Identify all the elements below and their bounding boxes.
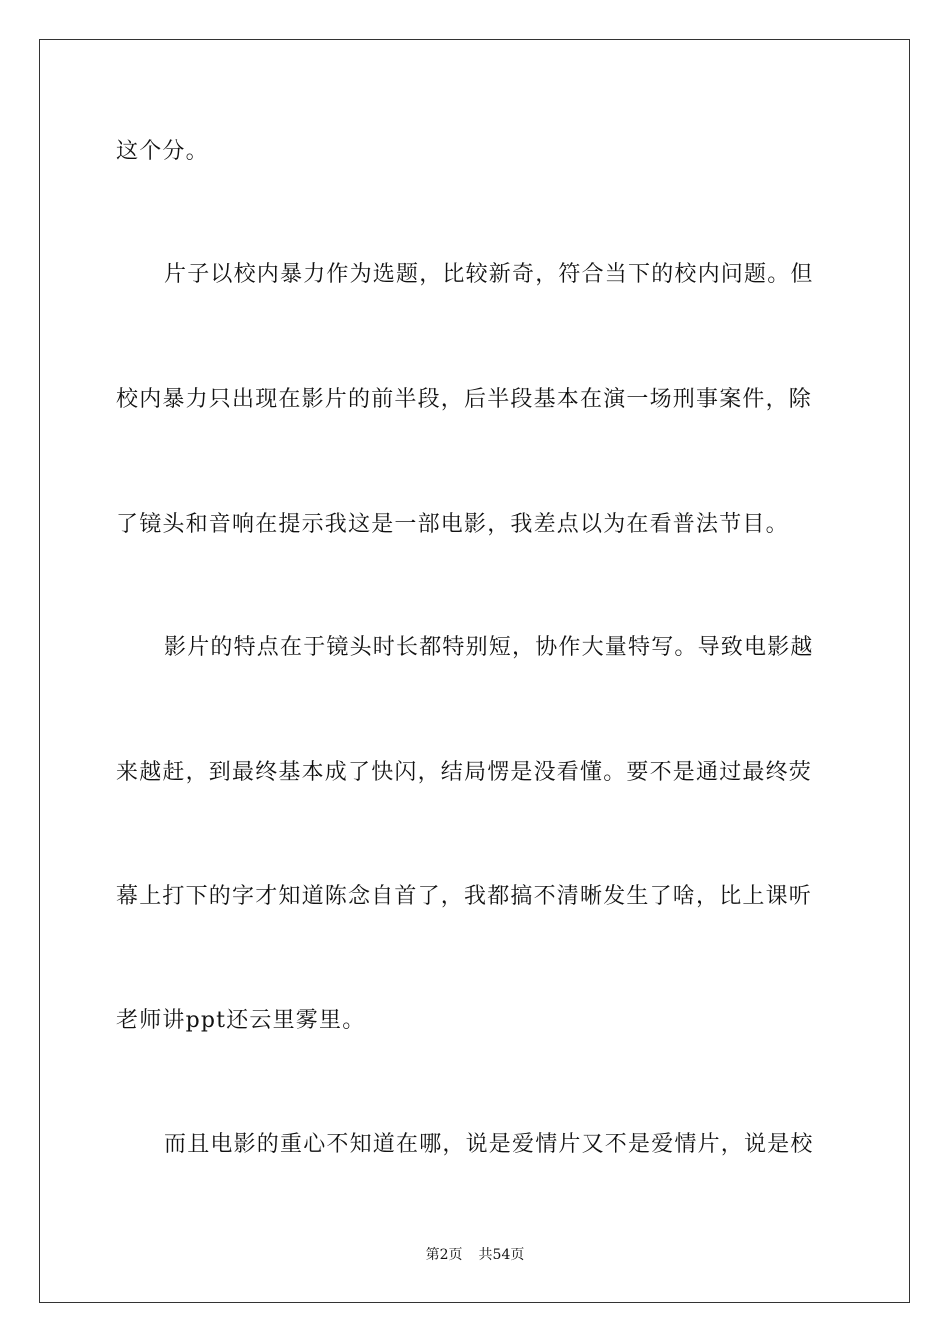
page-footer bbox=[0, 1246, 950, 1264]
page-border bbox=[39, 39, 910, 1303]
page-total: 共54页 bbox=[478, 1247, 525, 1263]
text-line-3: 校内暴力只出现在影片的前半段，后半段基本在演一场刑事案件，除 bbox=[116, 387, 813, 412]
text-line-1: 这个分。 bbox=[116, 139, 209, 164]
text-line-8: 老师讲ppt还云里雾里。 bbox=[116, 1008, 366, 1033]
text-line-9: 而且电影的重心不知道在哪，说是爱情片又不是爱情片，说是校 bbox=[164, 1132, 814, 1157]
text-line-5: 影片的特点在于镜头时长都特别短，协作大量特写。导致电影越 bbox=[164, 635, 814, 660]
text-line-4: 了镜头和音响在提示我这是一部电影，我差点以为在看普法节目。 bbox=[116, 512, 789, 537]
text-line-7: 幕上打下的字才知道陈念自首了，我都搞不清晰发生了啥，比上课听 bbox=[116, 884, 813, 909]
page-number: 第2页 bbox=[425, 1247, 463, 1263]
text-line-6: 来越赶，到最终基本成了快闪，结局愣是没看懂。要不是通过最终荧 bbox=[116, 760, 813, 785]
text-line-2: 片子以校内暴力作为选题，比较新奇，符合当下的校内问题。但 bbox=[164, 262, 814, 287]
